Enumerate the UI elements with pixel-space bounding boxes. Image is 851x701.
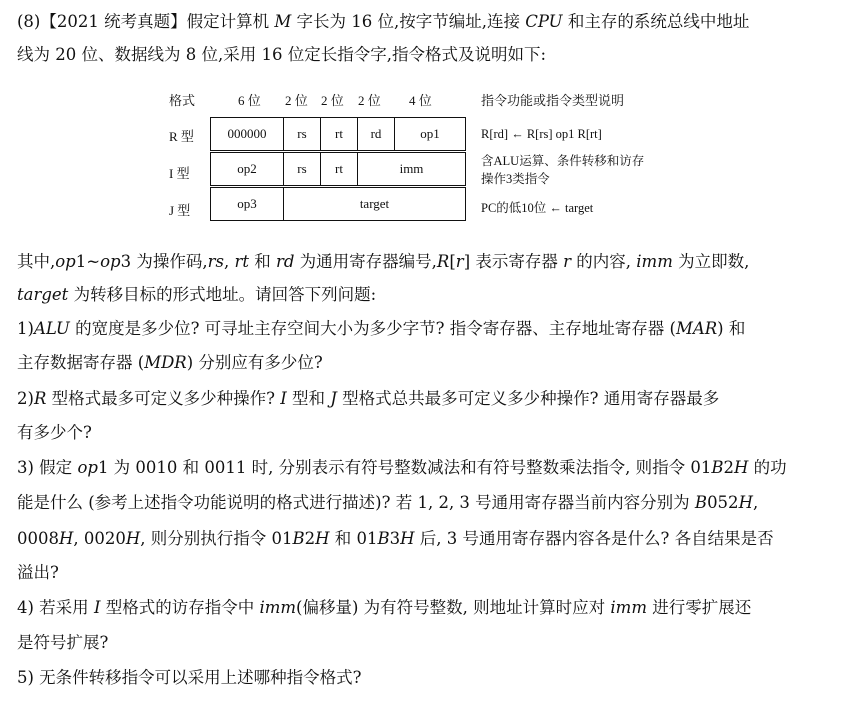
header-2bit-b: 2 位 <box>321 93 344 108</box>
header-desc: 指令功能或指令类型说明 <box>481 93 625 108</box>
question-intro-line-1 <box>17 11 835 33</box>
r-field-op1: op1 <box>394 117 466 151</box>
italic-term: op <box>100 252 121 271</box>
body-line-2: target 为转移目标的形式地址。请回答下列问题: <box>17 285 377 304</box>
italic-term: I <box>280 389 287 408</box>
italic-term: H <box>315 529 330 548</box>
header-4bit: 4 位 <box>409 93 432 108</box>
body-line-1: 其中,op1~op3 为操作码,rs, rt 和 rd 为通用寄存器编号,R[r] 表示寄存器 r 的内容, imm 为立即数, <box>17 252 750 271</box>
italic-term: B <box>711 458 724 477</box>
header-format: 格式 <box>169 93 196 108</box>
q3-line-2: 能是什么 (参考上述指令功能说明的格式进行描述)? 若 1, 2, 3 号通用寄存器当前内容分别为 B052H, <box>17 493 759 512</box>
q3-line-3: 0008H, 0020H, 则分别执行指令 01B2H 和 01B3H 后, 3 号通用寄存器内容各是什么? 各自结果是否 <box>17 529 774 548</box>
italic-term: r <box>563 252 572 271</box>
instruction-format-figure <box>165 86 685 224</box>
q1-line-2: 主存数据寄存器 (MDR) 分别应有多少位? <box>17 353 323 372</box>
question-number: (8) <box>17 12 41 31</box>
i-field-opcode: op2 <box>210 152 284 186</box>
italic-term: I <box>93 598 101 617</box>
question-intro-line-2: 线为 20 位、数据线为 8 位,采用 16 位定长指令字,指令格式及说明如下: <box>17 45 547 64</box>
q3-line-1: 3) 假定 op1 为 0010 和 0011 时, 分别表示有符号整数减法和有符号整数乘法指令, 则指令 01B2H 的功 <box>17 458 787 477</box>
i-field-rs: rs <box>283 152 321 186</box>
r-field-rt: rt <box>320 117 358 151</box>
j-field-target: target <box>283 187 466 221</box>
q3-line-4: 溢出? <box>17 563 59 582</box>
italic-term: MDR <box>144 353 187 372</box>
q2-line-2: 有多少个? <box>17 423 92 442</box>
italic-term: imm <box>610 598 647 617</box>
italic-term: H <box>125 529 141 548</box>
italic-term: H <box>400 529 415 548</box>
italic-term: target <box>17 285 69 304</box>
italic-term: rs <box>207 252 224 271</box>
q2-line-1: 2)R 型格式最多可定义多少种操作? I 型和 J 型格式总共最多可定义多少种操作? 通用寄存器最多 <box>17 389 720 408</box>
intro-text-1: 假定计算机 M 字长为 16 位,按字节编址,连接 CPU 和主存的系统总线中地址 <box>186 12 750 31</box>
italic-term: J <box>330 389 337 408</box>
row-r-desc: R[rd] ← R[rs] op1 R[rt] <box>481 127 602 141</box>
italic-term: op <box>77 458 98 477</box>
row-j-desc: PC的低10位 ← target <box>481 201 594 215</box>
r-field-opcode: 000000 <box>210 117 284 151</box>
italic-term: imm <box>259 598 297 617</box>
header-6bit: 6 位 <box>238 93 261 108</box>
q4-line-2: 是符号扩展? <box>17 633 109 652</box>
italic-term: B <box>694 493 708 512</box>
q5-line: 5) 无条件转移指令可以采用上述哪种指令格式? <box>17 668 362 687</box>
row-i-label: I 型 <box>169 166 190 181</box>
row-r-label: R 型 <box>169 129 194 144</box>
italic-term: B <box>292 529 305 548</box>
i-field-rt: rt <box>320 152 358 186</box>
italic-term: imm <box>636 252 673 271</box>
row-i-desc-2: 操作3类指令 <box>481 172 550 186</box>
italic-term: rt <box>234 252 249 271</box>
r-field-rd: rd <box>357 117 395 151</box>
italic-term: H <box>738 493 753 512</box>
italic-term: M <box>274 12 292 31</box>
italic-term: H <box>734 458 749 477</box>
italic-term: op <box>55 252 76 271</box>
j-field-opcode: op3 <box>210 187 284 221</box>
q4-line-1: 4) 若采用 I 型格式的访存指令中 imm(偏移量) 为有符号整数, 则地址计算时应对 imm 进行零扩展还 <box>17 598 752 617</box>
italic-term: rd <box>275 252 295 271</box>
question-source: 【2021 统考真题】 <box>40 12 187 31</box>
row-i-desc-1: 含ALU运算、条件转移和访存 <box>481 154 645 168</box>
i-field-imm: imm <box>357 152 466 186</box>
italic-term: B <box>377 529 390 548</box>
italic-term: R <box>33 389 47 408</box>
italic-term: H <box>59 529 74 548</box>
r-field-rs: rs <box>283 117 321 151</box>
row-j-label: J 型 <box>169 203 191 218</box>
italic-term: ALU <box>33 319 70 338</box>
italic-term: r <box>455 252 464 271</box>
italic-term: MAR <box>675 319 718 338</box>
italic-term: CPU <box>525 12 563 31</box>
header-2bit-c: 2 位 <box>358 93 381 108</box>
italic-term: R <box>436 252 450 271</box>
q1-line-1: 1)ALU 的宽度是多少位? 可寻址主存空间大小为多少字节? 指令寄存器、主存地址寄存器 (MAR) 和 <box>17 319 746 338</box>
header-2bit-a: 2 位 <box>285 93 308 108</box>
